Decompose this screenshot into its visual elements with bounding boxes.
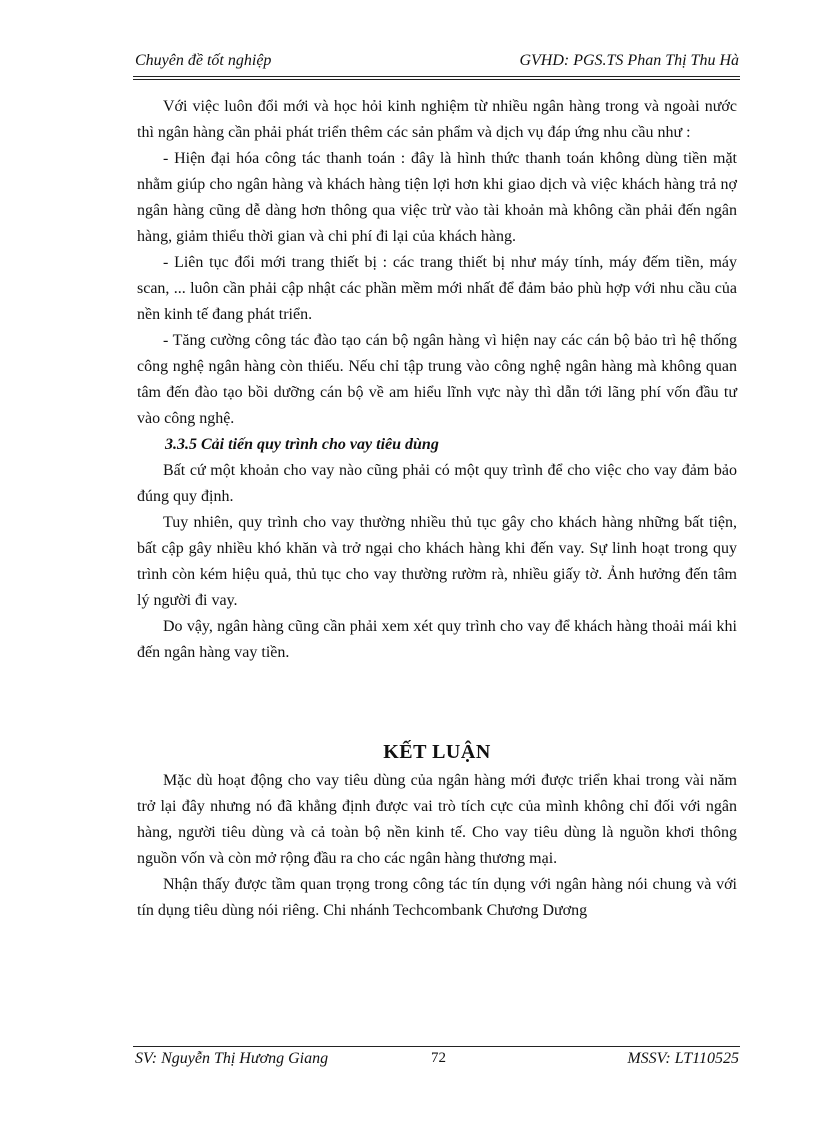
paragraph: Với việc luôn đổi mới và học hỏi kinh nghiệm từ nhiều ngân hàng trong và ngoài nước thì ngân hàng cần phải phát triển thêm các sản phẩm và dịch vụ đáp ứng nhu cầu như : (137, 98, 737, 141)
page-footer (135, 1050, 739, 1072)
paragraph: Do vậy, ngân hàng cũng cần phải xem xét quy trình cho vay để khách hàng thoải mái khi đến ngân hàng vay tiền. (137, 618, 737, 661)
header-rule (133, 76, 740, 80)
footer-rule (133, 1046, 740, 1047)
paragraph: Nhận thấy được tầm quan trọng trong công tác tín dụng với ngân hàng nói chung và với tín dụng tiêu dùng nói riêng. Chi nhánh Techcombank Chương Dương (137, 876, 737, 919)
paragraph: Bất cứ một khoản cho vay nào cũng phải có một quy trình để cho việc cho vay đảm bảo đúng quy định. (137, 462, 737, 505)
header-supervisor: GVHD: PGS.TS Phan Thị Thu Hà (519, 52, 739, 69)
section-heading: 3.3.5 Cải tiến quy trình cho vay tiêu dùng (165, 436, 439, 453)
page-number: 72 (431, 1050, 446, 1066)
footer-student-name: SV: Nguyễn Thị Hương Giang (135, 1050, 329, 1067)
bullet-paragraph: - Hiện đại hóa công tác thanh toán : đây là hình thức thanh toán không dùng tiền mặt nhằm giúp cho ngân hàng và khách hàng tiện lợi hơn khi giao dịch và việc khách hàng trả nợ ngân hàng cũng dễ dàng hơn thông qua việc trừ vào tài khoản mà không cần phải đến ngân hàng, giảm thiểu thời gian và chi phí đi lại của khách hàng. (137, 150, 737, 245)
footer-student-id: MSSV: LT110525 (627, 1050, 739, 1067)
paragraph: Tuy nhiên, quy trình cho vay thường nhiều thủ tục gây cho khách hàng những bất tiện, bất cập gây nhiều khó khăn và trở ngại cho khách hàng khi đến vay. Sự linh hoạt trong quy trình còn kém hiệu quả, thủ tục cho vay thường rườm rà, nhiều giấy tờ. Ảnh hưởng đến tâm lý người đi vay. (137, 514, 737, 609)
header-document-type: Chuyên đề tốt nghiệp (135, 52, 272, 69)
page-body (137, 94, 737, 924)
blank-space (137, 666, 737, 736)
bullet-paragraph: - Liên tục đổi mới trang thiết bị : các trang thiết bị như máy tính, máy đếm tiền, máy scan, ... luôn cần phải cập nhật các phần mềm mới nhất để đảm bảo phù hợp với nhu cầu của nền kinh tế đang phát triển. (137, 254, 737, 323)
bullet-paragraph: - Tăng cường công tác đào tạo cán bộ ngân hàng vì hiện nay các cán bộ bảo trì hệ thống công nghệ ngân hàng còn thiếu. Nếu chỉ tập trung vào công nghệ ngân hàng mà không quan tâm đến đào tạo bồi dưỡng cán bộ về am hiểu lĩnh vực này thì dẫn tới lãng phí vốn đầu tư vào công nghệ. (137, 332, 737, 427)
paragraph: Mặc dù hoạt động cho vay tiêu dùng của ngân hàng mới được triển khai trong vài năm trở lại đây nhưng nó đã khẳng định được vai trò tích cực của mình không chỉ đối với ngân hàng, người tiêu dùng và cả toàn bộ nền kinh tế. Cho vay tiêu dùng là nguồn khơi thông nguồn vốn và còn mở rộng đầu ra cho các ngân hàng thương mại. (137, 772, 737, 867)
conclusion-title: KẾT LUẬN (383, 741, 491, 763)
page-header (135, 52, 739, 74)
